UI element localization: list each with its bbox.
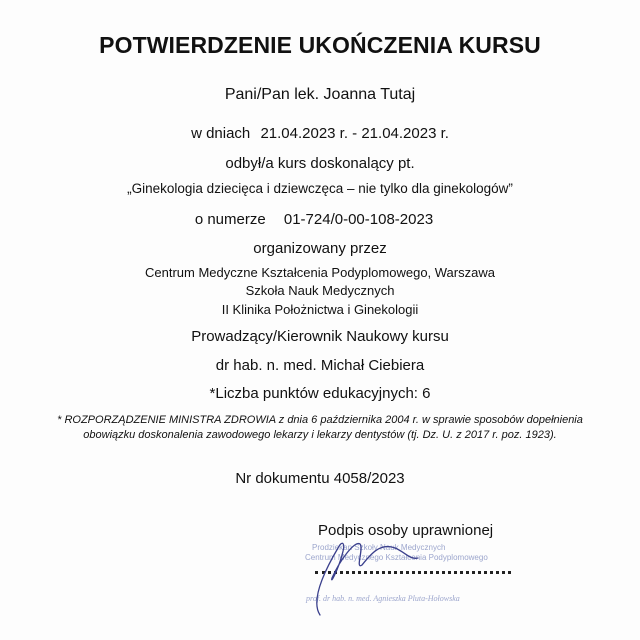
- document-title: POTWIERDZENIE UKOŃCZENIA KURSU: [99, 32, 541, 58]
- number-value: 01-724/0-00-108-2023: [283, 211, 434, 228]
- course-number: [0, 211, 634, 228]
- organizer-line: II Klinika Położnictwa i Ginekologii: [221, 302, 419, 317]
- completed-text: odbył/a kurs doskonalący pt.: [225, 155, 415, 172]
- organizer-line: Centrum Medyczne Kształcenia Podyplomowego, Warszawa: [145, 265, 495, 280]
- regulation-footnote: * ROZPORZĄDZENIE MINISTRA ZDROWIA z dnia 6 października 2004 r. w sprawie sposobów dopełnienia obowiązku doskonalenia zawodowego lekarzy i lekarzy dentystów (tj. Dz. U. z 2017 r. poz. 1923).: [57, 414, 583, 441]
- education-points: *Liczba punktów edukacyjnych: 6: [209, 385, 431, 402]
- stamp-line: prof. dr hab. n. med. Agnieszka Pluta-Hołowska: [306, 594, 460, 603]
- number-label: o numerze: [194, 211, 266, 228]
- dates-label: w dniach: [191, 125, 251, 142]
- leader-name: dr hab. n. med. Michał Ciebiera: [215, 357, 425, 374]
- organizer-line: Szkoła Nauk Medycznych: [245, 283, 395, 298]
- dates-value: 21.04.2023 r. - 21.04.2023 r.: [260, 125, 449, 142]
- participant-name: Pani/Pan lek. Joanna Tutaj: [224, 86, 416, 103]
- stamp-line: Prodziekan Szkoły Nauk Medycznych: [312, 543, 446, 552]
- document-number: Nr dokumentu 4058/2023: [235, 470, 405, 487]
- stamp-line: Centrum Medycznego Kształcenia Podyplomowego: [305, 553, 488, 562]
- organized-by-label: organizowany przez: [253, 240, 387, 257]
- signature-label: Podpis osoby uprawnionej: [318, 522, 494, 539]
- handwritten-signature-icon: [300, 530, 450, 620]
- course-dates: [0, 125, 640, 142]
- leader-label: Prowadzący/Kierownik Naukowy kursu: [191, 328, 449, 345]
- course-title: „Ginekologia dziecięca i dziewczęca – nie tylko dla ginekologów”: [127, 181, 513, 196]
